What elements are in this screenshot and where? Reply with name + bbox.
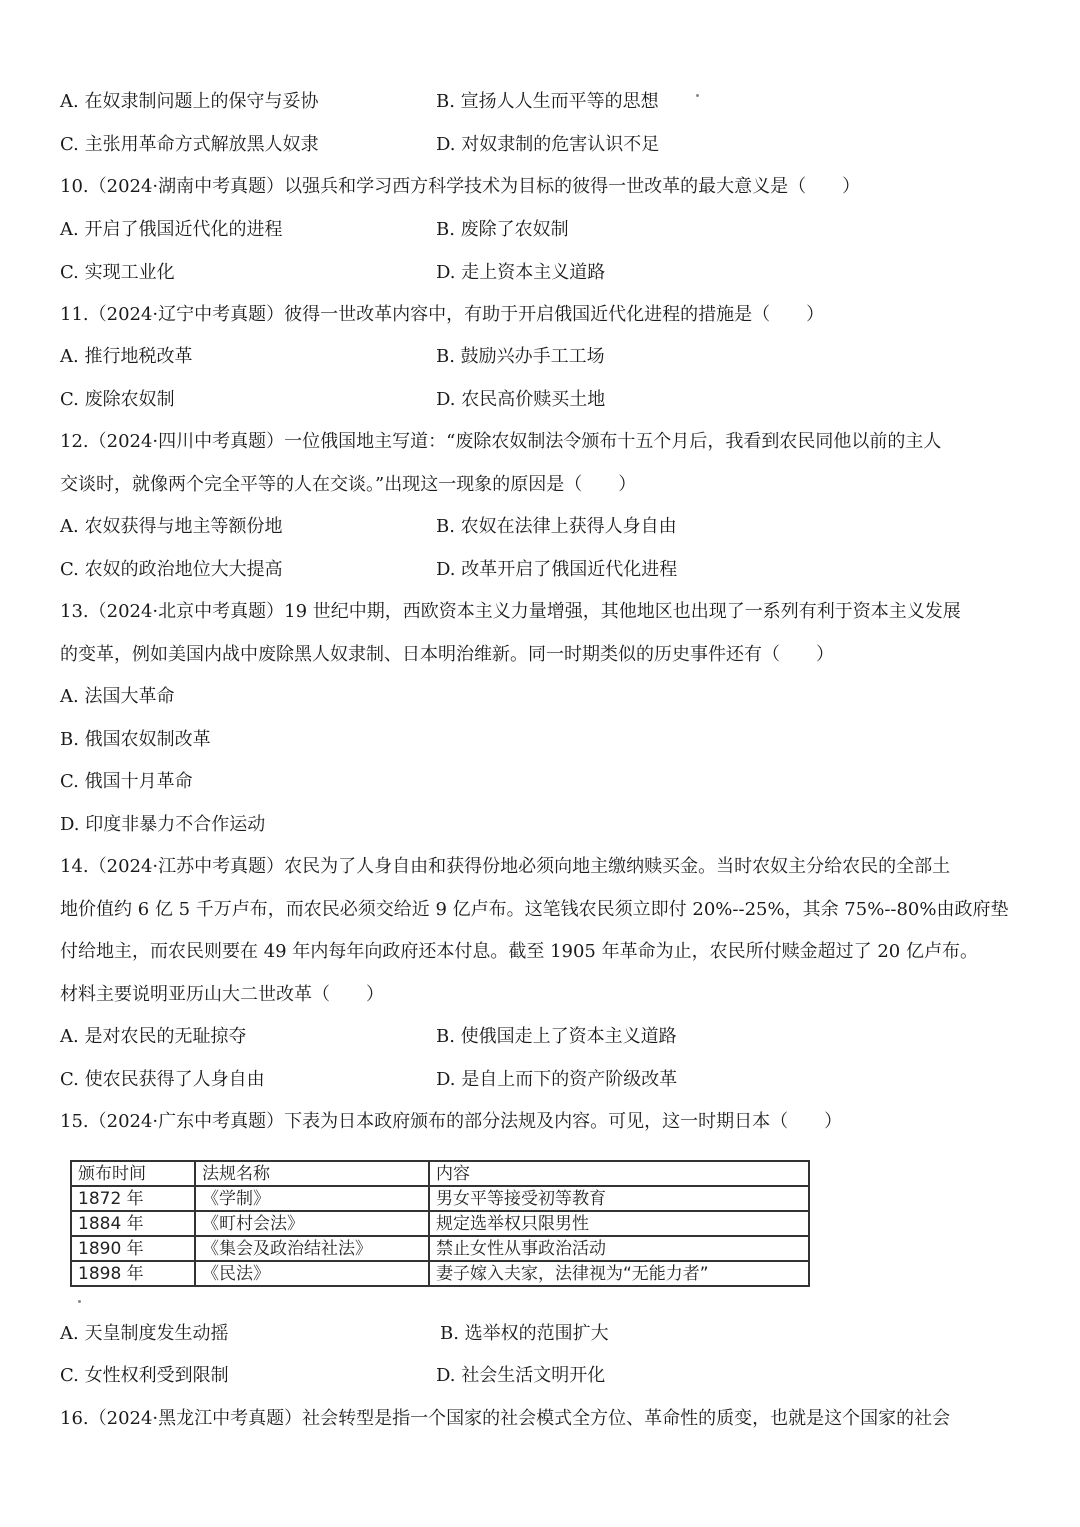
- q14-stem-line4: 材料主要说明亚历山大二世改革（ ）: [60, 984, 384, 1005]
- q13-option-d: D. 印度非暴力不合作运动: [60, 814, 266, 835]
- q13-stem-line2: 的变革，例如美国内战中废除黑人奴隶制、日本明治维新。同一时期类似的历史事件还有（ ）: [60, 644, 834, 665]
- table-row: [71, 1211, 809, 1236]
- q9-option-b: B. 宣扬人人生而平等的思想: [436, 91, 659, 112]
- q12-option-c: C. 农奴的政治地位大大提高: [60, 559, 283, 580]
- table-row: [71, 1261, 809, 1286]
- q11-stem: 11.（2024·辽宁中考真题）彼得一世改革内容中，有助于开启俄国近代化进程的措施是（ ）: [60, 304, 825, 325]
- q12-option-d: D. 改革开启了俄国近代化进程: [436, 559, 678, 580]
- table-cell: 1890 年: [71, 1236, 195, 1261]
- q15-option-c: C. 女性权利受到限制: [60, 1365, 229, 1386]
- table-header: 法规名称: [195, 1161, 429, 1186]
- q13-stem-line1: 13.（2024·北京中考真题）19 世纪中期，西欧资本主义力量增强，其他地区也出现了一系列有利于资本主义发展: [60, 601, 961, 622]
- q13-option-a: A. 法国大革命: [60, 686, 175, 707]
- law-table: [70, 1160, 810, 1287]
- q13-option-b: B. 俄国农奴制改革: [60, 729, 211, 750]
- q11-option-d: D. 农民高价赎买土地: [436, 389, 606, 410]
- table-row: [71, 1236, 809, 1261]
- q11-option-a: A. 推行地税改革: [60, 346, 193, 367]
- table-cell: 禁止女性从事政治活动: [429, 1236, 809, 1261]
- q15-stem: 15.（2024·广东中考真题）下表为日本政府颁布的部分法规及内容。可见，这一时期日本（ ）: [60, 1111, 843, 1132]
- table-cell: 妻子嫁入夫家，法律视为“无能力者”: [429, 1261, 809, 1286]
- table-row: [71, 1186, 809, 1211]
- q9-option-c: C. 主张用革命方式解放黑人奴隶: [60, 134, 319, 155]
- q15-option-b: B. 选举权的范围扩大: [440, 1323, 609, 1344]
- q12-option-a: A. 农奴获得与地主等额份地: [60, 516, 283, 537]
- q15-option-a: A. 天皇制度发生动摇: [60, 1323, 229, 1344]
- q14-option-d: D. 是自上而下的资产阶级改革: [436, 1069, 678, 1090]
- q10-option-a: A. 开启了俄国近代化的进程: [60, 219, 283, 240]
- q10-stem: 10.（2024·湖南中考真题）以强兵和学习西方科学技术为目标的彼得一世改革的最大意义是（ ）: [60, 176, 861, 197]
- q10-option-d: D. 走上资本主义道路: [436, 262, 606, 283]
- q14-stem-line1: 14.（2024·江苏中考真题）农民为了人身自由和获得份地必须向地主缴纳赎买金。当时农奴主分给农民的全部土: [60, 856, 951, 877]
- table-header-row: [71, 1161, 809, 1186]
- table-header: 内容: [429, 1161, 809, 1186]
- q14-option-c: C. 使农民获得了人身自由: [60, 1069, 265, 1090]
- q15-option-d: D. 社会生活文明开化: [436, 1365, 606, 1386]
- table-cell: 1898 年: [71, 1261, 195, 1286]
- scan-speck: [78, 1300, 81, 1303]
- table-cell: 《学制》: [195, 1186, 429, 1211]
- q12-option-b: B. 农奴在法律上获得人身自由: [436, 516, 677, 537]
- q13-option-c: C. 俄国十月革命: [60, 771, 193, 792]
- table-header: 颁布时间: [71, 1161, 195, 1186]
- q12-stem-line2: 交谈时，就像两个完全平等的人在交谈。”出现这一现象的原因是（ ）: [60, 474, 637, 495]
- q11-option-c: C. 废除农奴制: [60, 389, 175, 410]
- q10-option-c: C. 实现工业化: [60, 262, 175, 283]
- table-cell: 1872 年: [71, 1186, 195, 1211]
- table-cell: 规定选举权只限男性: [429, 1211, 809, 1236]
- table-cell: 《集会及政治结社法》: [195, 1236, 429, 1261]
- table-cell: 《民法》: [195, 1261, 429, 1286]
- scan-speck: [696, 94, 699, 97]
- q14-option-b: B. 使俄国走上了资本主义道路: [436, 1026, 677, 1047]
- q9-option-a: A. 在奴隶制问题上的保守与妥协: [60, 91, 319, 112]
- q14-option-a: A. 是对农民的无耻掠夺: [60, 1026, 247, 1047]
- q9-option-d: D. 对奴隶制的危害认识不足: [436, 134, 660, 155]
- table-cell: 《町村会法》: [195, 1211, 429, 1236]
- table-cell: 1884 年: [71, 1211, 195, 1236]
- q14-stem-line3: 付给地主，而农民则要在 49 年内每年向政府还本付息。截至 1905 年革命为止，农民所付赎金超过了 20 亿卢布。: [60, 941, 978, 962]
- q12-stem-line1: 12.（2024·四川中考真题）一位俄国地主写道：“废除农奴制法令颁布十五个月后，我看到农民同他以前的主人: [60, 431, 942, 452]
- q14-stem-line2: 地价值约 6 亿 5 千万卢布，而农民必须交给近 9 亿卢布。这笔钱农民须立即付 20%--25%，其余 75%--80%由政府垫: [60, 899, 1009, 920]
- q10-option-b: B. 废除了农奴制: [436, 219, 569, 240]
- table-cell: 男女平等接受初等教育: [429, 1186, 809, 1211]
- q16-stem: 16.（2024·黑龙江中考真题）社会转型是指一个国家的社会模式全方位、革命性的质变，也就是这个国家的社会: [60, 1408, 951, 1429]
- q11-option-b: B. 鼓励兴办手工工场: [436, 346, 605, 367]
